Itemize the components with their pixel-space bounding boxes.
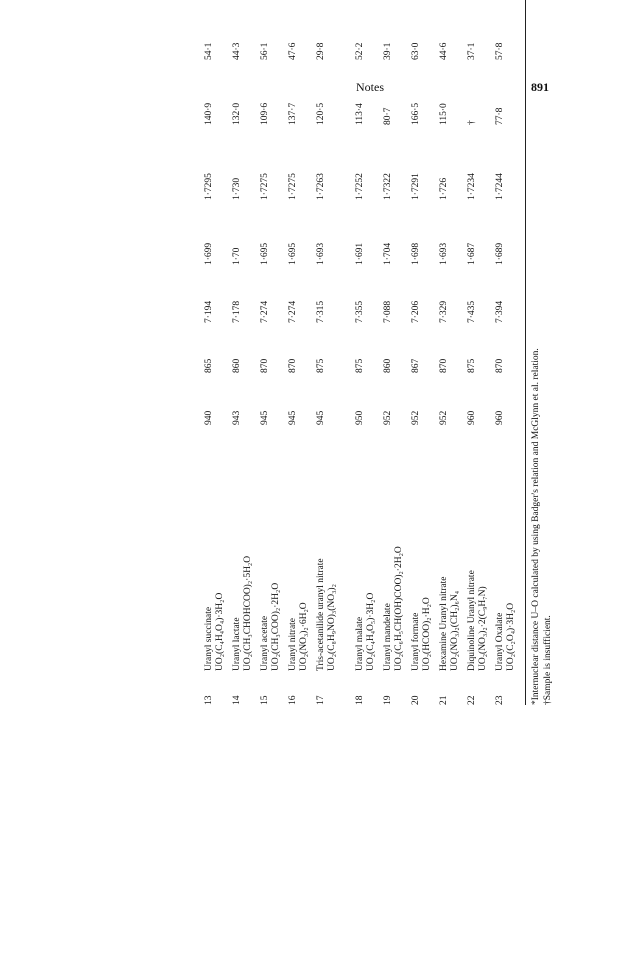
cell-nu3: 870	[288, 358, 298, 373]
cell-compound	[232, 441, 254, 671]
compound-formula: UO₂(NO₃)₂·6H₂O	[299, 602, 309, 671]
rotated-table-block	[198, 0, 618, 705]
cell-nu1: 952	[383, 410, 393, 425]
cell-pe: 57·8	[495, 42, 505, 60]
cell-nu3: 865	[204, 358, 214, 373]
cell-pe: 47·6	[288, 42, 298, 60]
cell-f: 7·329	[439, 300, 449, 323]
footnote-sample: †Sample is insufficient.	[543, 615, 553, 705]
page-number: 891	[531, 80, 549, 94]
cell-r1: 1·691	[355, 242, 365, 265]
cell-no: 13	[204, 695, 214, 705]
cell-pe: 56·1	[260, 42, 270, 60]
cell-r2: 1·7244	[495, 173, 505, 200]
cell-f: 7·315	[316, 300, 326, 323]
cell-r1: 1·687	[467, 242, 477, 265]
cell-f: 7·435	[467, 300, 477, 323]
cell-r1: 1·695	[260, 242, 270, 265]
cell-nu1: 940	[204, 410, 214, 425]
cell-f: 7·206	[411, 300, 421, 323]
compound-formula: UO₂(C₂O₄)·3H₂O	[506, 602, 516, 671]
compound-formula: UO₂(HCOO)₂·H₂O	[422, 597, 432, 671]
cell-f: 7·194	[204, 300, 214, 323]
cell-nu1: 960	[495, 410, 505, 425]
compound-name: Diquinoline Uranyl nitrate	[467, 570, 477, 671]
cell-k: 115·0	[439, 103, 449, 125]
compound-formula: UO₂(C₄H₄O₅)·3H₂O	[366, 592, 376, 671]
cell-f: 7·394	[495, 300, 505, 323]
cell-compound	[467, 441, 489, 671]
compound-name: Uranyl acetate	[260, 615, 270, 671]
cell-compound	[288, 441, 310, 671]
cell-f: 7·088	[383, 300, 393, 323]
cell-nu3: 867	[411, 358, 421, 373]
cell-k: 132·0	[232, 102, 242, 125]
cell-r1: 1·698	[411, 242, 421, 265]
compound-name: Uranyl Oxalate	[495, 612, 505, 671]
cell-nu1: 943	[232, 410, 242, 425]
compound-name: Uranyl malate	[355, 616, 365, 671]
footnote-internuclear: *Internuclear distance U–O calculated by using Badger's relation and McGlynn et al. relation.	[531, 348, 541, 705]
data-table	[198, 0, 618, 705]
cell-nu3: 870	[260, 358, 270, 373]
cell-no: 23	[495, 695, 505, 705]
cell-no: 15	[260, 695, 270, 705]
cell-compound	[411, 441, 433, 671]
cell-compound	[383, 441, 405, 671]
cell-r2: 1·726	[439, 177, 449, 200]
cell-nu1: 950	[355, 410, 365, 425]
compound-formula: UO₂(C₄H₄O₄)·3H₂O	[215, 592, 225, 671]
cell-k: 80·7	[383, 107, 393, 125]
cell-compound	[260, 441, 282, 671]
cell-nu3: 875	[316, 358, 326, 373]
cell-nu3: 875	[355, 358, 365, 373]
cell-pe: 44·3	[232, 42, 242, 60]
cell-r2: 1·7275	[260, 173, 270, 200]
cell-no: 14	[232, 695, 242, 705]
cell-pe: 63·0	[411, 42, 421, 60]
cell-compound	[316, 441, 338, 671]
cell-compound	[355, 441, 377, 671]
cell-k: 77·8	[495, 107, 505, 125]
cell-nu3: 870	[495, 358, 505, 373]
compound-formula: UO₂(C₈H₉NO)₃(NO₃)₂	[327, 584, 337, 671]
cell-r1: 1·704	[383, 242, 393, 265]
cell-f: 7·355	[355, 300, 365, 323]
compound-formula: UO₂(C₆H₅CH(OH)COO)₂·2H₂O	[394, 546, 404, 671]
cell-r2: 1·7295	[204, 173, 214, 200]
cell-k: 113·4	[355, 103, 365, 125]
cell-r2: 1·7252	[355, 173, 365, 200]
cell-r1: 1·695	[288, 242, 298, 265]
compound-formula: UO₂(NO₃)₂·2(C₉H₇N)	[478, 586, 488, 671]
cell-pe: 52·2	[355, 42, 365, 60]
cell-r1: 1·693	[439, 242, 449, 265]
cell-compound	[495, 441, 517, 671]
cell-r2: 1·7291	[411, 173, 421, 200]
cell-f: 7·178	[232, 300, 242, 323]
cell-k: 166·5	[411, 102, 421, 125]
cell-pe: 54·1	[204, 42, 214, 60]
cell-no: 18	[355, 695, 365, 705]
cell-r1: 1·70	[232, 247, 242, 265]
cell-no: 22	[467, 695, 477, 705]
cell-r1: 1·699	[204, 242, 214, 265]
running-title: Notes	[356, 80, 384, 94]
cell-no: 19	[383, 695, 393, 705]
cell-no: 16	[288, 695, 298, 705]
cell-nu1: 952	[411, 410, 421, 425]
cell-nu3: 860	[232, 358, 242, 373]
cell-pe: 39·1	[383, 42, 393, 60]
cell-r2: 1·7275	[288, 173, 298, 200]
cell-pe: 29·8	[316, 42, 326, 60]
cell-k: †	[467, 120, 477, 125]
cell-k: 140·9	[204, 102, 214, 125]
cell-r1: 1·693	[316, 242, 326, 265]
cell-k: 109·6	[260, 102, 270, 125]
compound-name: Uranyl lactate	[232, 617, 242, 671]
table-bottom-rule	[525, 0, 526, 705]
compound-name: Tris-acetanilide uranyl nitrate	[316, 558, 326, 671]
cell-pe: 44·6	[439, 42, 449, 60]
cell-f: 7·274	[288, 300, 298, 323]
compound-name: Uranyl nitrate	[288, 617, 298, 671]
compound-formula: UO₂(NO₃)₂(CH₂)₆N₄	[450, 590, 460, 671]
compound-name: Uranyl succinate	[204, 606, 214, 671]
cell-nu1: 945	[316, 410, 326, 425]
cell-f: 7·274	[260, 300, 270, 323]
cell-k: 120·5	[316, 102, 326, 125]
cell-r2: 1·7234	[467, 173, 477, 200]
cell-compound	[204, 441, 226, 671]
compound-name: Uranyl mandelate	[383, 603, 393, 671]
cell-no: 21	[439, 695, 449, 705]
cell-r1: 1·689	[495, 242, 505, 265]
cell-nu1: 945	[260, 410, 270, 425]
cell-nu3: 870	[439, 358, 449, 373]
compound-formula: UO₂(CH₃COO)₂·2H₂O	[271, 582, 281, 671]
compound-formula: UO₂(CH₃CHOHCOO)₂·5H₂O	[243, 555, 253, 671]
cell-r2: 1·730	[232, 177, 242, 200]
cell-nu1: 952	[439, 410, 449, 425]
cell-compound	[439, 441, 461, 671]
cell-no: 17	[316, 695, 326, 705]
cell-nu1: 945	[288, 410, 298, 425]
cell-no: 20	[411, 695, 421, 705]
cell-pe: 37·1	[467, 42, 477, 60]
cell-nu1: 960	[467, 410, 477, 425]
cell-nu3: 860	[383, 358, 393, 373]
cell-k: 137·7	[288, 102, 298, 125]
cell-r2: 1·7263	[316, 173, 326, 200]
cell-nu3: 875	[467, 358, 477, 373]
compound-name: Uranyl formate	[411, 612, 421, 671]
compound-name: Hexamine Uranyl nitrate	[439, 576, 449, 671]
cell-r2: 1·7322	[383, 173, 393, 200]
